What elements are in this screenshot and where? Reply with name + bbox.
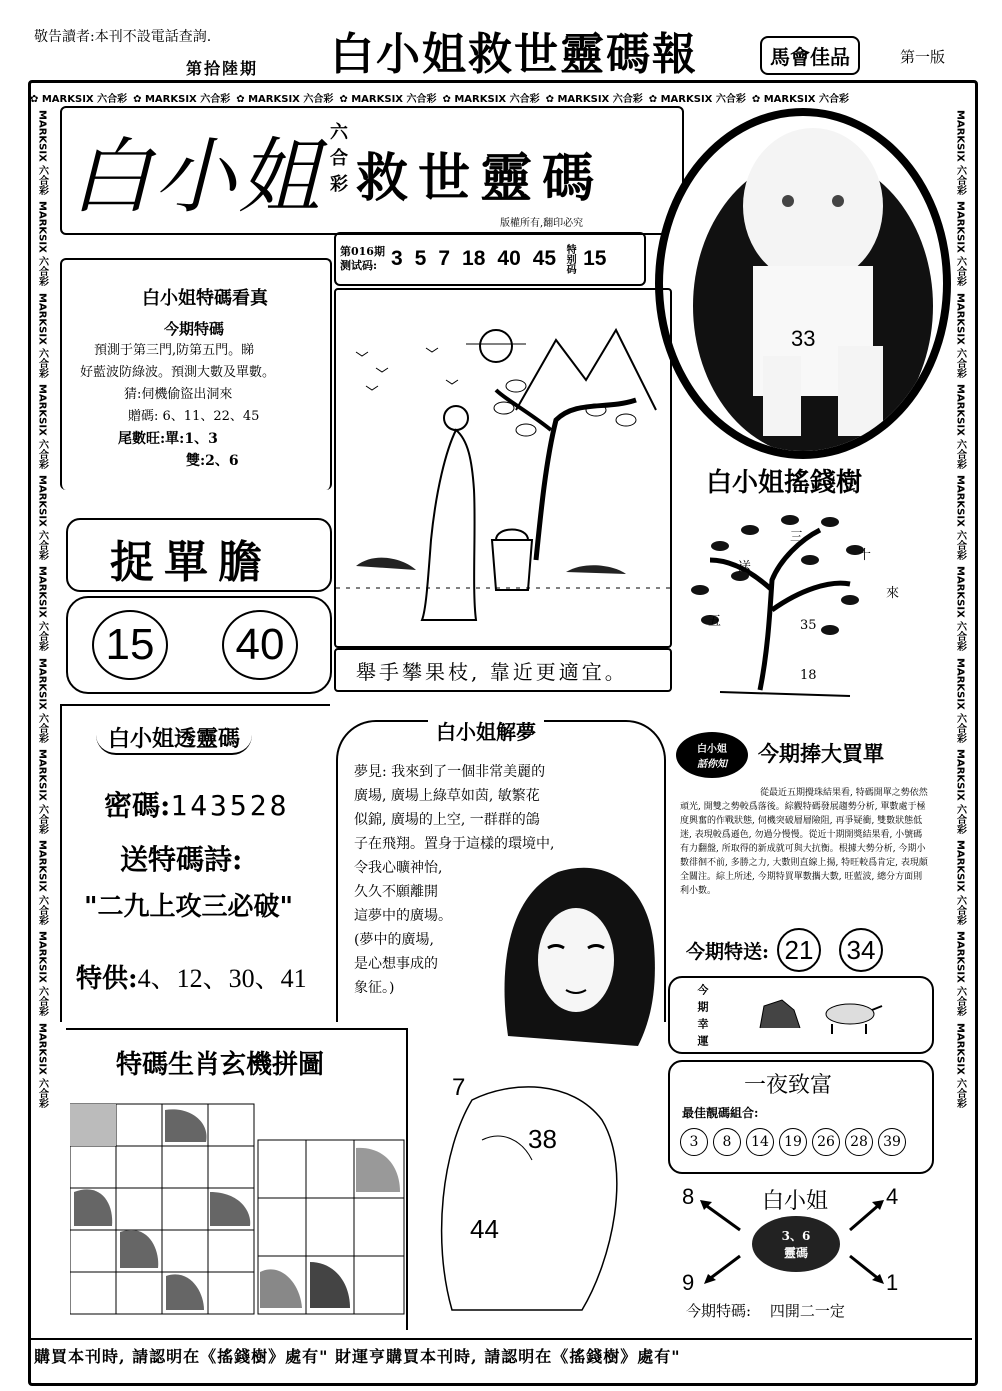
dream-line: 久久不願離開 (354, 884, 438, 900)
compass-center-numbers: 3、6 (781, 1229, 811, 1243)
painting-caption: 舉手攀果枝, 靠近更適宜。 (356, 660, 628, 684)
puzzle-title: 特碼生肖玄機拼圖 (116, 1050, 325, 1080)
banner-side-chars (330, 120, 348, 198)
brand-mark: ✿ MARKSIX 六合彩 (751, 93, 849, 105)
dream-line: (夢中的廣場, (354, 932, 434, 948)
brand-mark: MARKSIX 六合彩 (36, 566, 48, 652)
compass-corner: 4 (886, 1184, 899, 1209)
painting-frame (334, 288, 672, 648)
dream-title: 白小姐解夢 (428, 716, 544, 745)
special-supply-row (76, 958, 307, 995)
brand-mark: MARKSIX 六合彩 (36, 1022, 48, 1108)
rich-number: 14 (746, 1128, 774, 1156)
money-tree-drawing (680, 500, 870, 700)
secret-code: 143528 (170, 789, 290, 822)
gift-numbers: 6、11、22、45 (162, 409, 260, 424)
compass-special-value: 四開二一定 (769, 1302, 845, 1320)
brand-mark: ✿ MARKSIX 六合彩 (339, 93, 437, 105)
tree-label: 三 (790, 530, 804, 545)
rich-number: 26 (812, 1128, 840, 1156)
dream-line: 是心想事成的 (354, 956, 438, 972)
compass-title: 白小姐 (762, 1189, 829, 1214)
banner-slogan: 救世靈碼 (356, 149, 605, 209)
compass-special-row (686, 1300, 845, 1321)
brand-mark: MARKSIX 六合彩 (954, 475, 966, 561)
special-number: 15 (583, 247, 607, 270)
compass-corner: 9 (682, 1270, 695, 1295)
single-bet-number: 40 (222, 610, 298, 680)
brand-mark: ✿ MARKSIX 六合彩 (545, 93, 643, 105)
compass-corner: 8 (682, 1184, 695, 1209)
rich-number: 28 (845, 1128, 873, 1156)
test-number: 45 (532, 247, 557, 270)
issue-number: 第拾陸期 (186, 59, 259, 78)
brand-mark: ✿ MARKSIX 六合彩 (236, 93, 334, 105)
dream-line: 子在飛翔。置身于這樣的環境中, (354, 836, 555, 852)
tree-label: 五 (708, 614, 722, 629)
dream-line: 象征。) (354, 980, 395, 996)
page-label: 第一版 (900, 48, 946, 66)
tree-label: 18 (800, 668, 817, 683)
brand-mark: MARKSIX 六合彩 (36, 931, 48, 1017)
dream-line: 夢見: 我來到了一個非常美麗的 (354, 764, 546, 780)
brand-border-left (30, 110, 54, 1330)
special-code-subtitle: 今期特碼 (164, 320, 225, 338)
special-supply-numbers: 4、12、30、41 (137, 964, 307, 993)
test-number: 5 (414, 247, 427, 270)
tree-label: 送 (738, 560, 752, 575)
poem-text: "二九上攻三必破" (84, 892, 294, 922)
brand-mark: MARKSIX 六合彩 (36, 292, 48, 378)
side-char: 合 (330, 148, 348, 169)
brand-mark: MARKSIX 六合彩 (954, 201, 966, 287)
dream-line: 似錦, 廣場的上空, 一群群的鴿 (354, 812, 540, 828)
dream-line: 這夢中的廣場。 (354, 908, 452, 924)
compass-corner: 1 (886, 1270, 899, 1295)
fortune-label: 今期幸運 (696, 984, 709, 1052)
banner-name: 白小姐 (70, 130, 322, 225)
photo-number: 38 (528, 1124, 557, 1154)
brand-mark: ✿ MARKSIX 六合彩 (442, 93, 540, 105)
tree-label: 來 (886, 586, 900, 601)
brand-mark: MARKSIX 六合彩 (954, 383, 966, 470)
test-number: 3 (390, 247, 403, 270)
badge-bottom: 話你知 (697, 759, 727, 770)
brand-badge: 馬會佳品 (760, 36, 860, 75)
brand-mark: ✿ MARKSIX 六合彩 (648, 93, 746, 105)
rich-title: 一夜致富 (744, 1073, 833, 1098)
rich-number: 3 (680, 1128, 708, 1156)
tail-label: 尾數旺: (118, 431, 166, 447)
brand-mark: MARKSIX 六合彩 (954, 748, 966, 835)
brand-mark: MARKSIX 六合彩 (954, 657, 966, 743)
photo-number: 44 (470, 1214, 499, 1244)
gift-label: 贈碼: (128, 409, 159, 424)
portrait-image (663, 116, 943, 451)
special-supply-label: 特供: (76, 964, 138, 994)
rich-number: 19 (779, 1128, 807, 1156)
side-char: 彩 (330, 174, 348, 195)
tree-label: 十 (858, 548, 872, 563)
brand-mark: ✿ MARKSIX 六合彩 (30, 93, 128, 105)
test-draw-label: 测试码: (340, 259, 378, 272)
special-code-text (80, 340, 275, 472)
portrait-number: 33 (791, 326, 816, 351)
big-bet-gift-label: 今期特送: (686, 940, 770, 963)
special-code-line: 好藍波防綠波。預測大數及單數。 (80, 365, 276, 380)
money-tree-title: 白小姐搖錢樹 (706, 468, 863, 498)
puzzle-grid (70, 1102, 410, 1318)
brand-mark: MARKSIX 六合彩 (36, 383, 48, 470)
big-bet-gift-number: 34 (839, 928, 883, 972)
woman-photo (488, 856, 664, 1046)
dream-line: 令我心曠神怡, (354, 860, 443, 876)
big-bet-gift-row (686, 928, 883, 972)
compass-special-label: 今期特碼: (686, 1302, 752, 1320)
photo-figure (412, 1040, 662, 1320)
portrait-oval (655, 108, 951, 459)
copyright-notice: 版權所有,翻印必究 (500, 218, 584, 229)
single-bet-number: 15 (92, 610, 168, 680)
brand-mark: MARKSIX 六合彩 (954, 110, 966, 196)
big-bet-text: 從最近五期攪珠結果看, 特碼開單之勢依然頑光, 開雙之勢較爲落後。綜觀特碼發展趨勢分析, 單數處于極度興奮的作戰狀態, 伺機突破層層險阻, 再爭疑衝, 雙數狀態低迷, 表現較爲遜色, 勿過分慢慢。從近十期開獎結果看, 小號碼有力翻盤, 所取得的新成就可與大抗衡。根據大勢分析, 今期小數徘徊不前, 多勝之力, 大數則直線上揚, 特旺較爲肯定, 表現頗全關注。綜上所述, 今期特買單數攜大數, 旺藍波, 總分方面則利小數。 (680, 788, 928, 896)
badge-top: 白小姐 (697, 744, 727, 755)
tree-label: 35 (800, 618, 817, 633)
brand-mark: MARKSIX 六合彩 (36, 201, 48, 287)
spirit-code-title: 白小姐透靈碼 (96, 722, 252, 755)
brand-border-right (948, 110, 972, 1330)
brand-mark: MARKSIX 六合彩 (36, 657, 48, 743)
big-bet-gift-number: 21 (777, 928, 821, 972)
test-number: 18 (462, 247, 486, 270)
compass-arrows (680, 1180, 910, 1300)
single-bet-title: 捉單膽 (110, 537, 272, 588)
rich-number: 39 (878, 1128, 906, 1156)
brand-mark: MARKSIX 六合彩 (954, 292, 966, 378)
brand-mark: MARKSIX 六合彩 (36, 475, 48, 561)
tail-odd: 單:1、3 (165, 431, 218, 447)
reader-notice: 敬告讀者:本刊不設電話查詢. (34, 29, 212, 45)
secret-label: 密碼: (104, 789, 171, 822)
special-code-line: 猜:伺機偷盜出洞來 (124, 387, 233, 402)
rich-label: 最佳靚碼組合: (682, 1106, 759, 1120)
dream-line: 廣場, 廣場上綠草如茵, 敏繁花 (354, 788, 540, 804)
test-number: 7 (438, 247, 451, 270)
brand-mark: MARKSIX 六合彩 (36, 748, 48, 835)
side-char: 六 (330, 122, 348, 143)
brand-mark: MARKSIX 六合彩 (954, 840, 966, 926)
special-code-title: 白小姐特碼看真 (142, 288, 268, 309)
brand-mark: MARKSIX 六合彩 (954, 1022, 966, 1108)
compass-center-label: 靈碼 (783, 1246, 808, 1260)
rich-numbers (680, 1128, 906, 1156)
photo-number: 7 (452, 1074, 466, 1101)
special-code-line: 預測于第三門,防第五門。睇 (94, 343, 255, 358)
brand-border-top (30, 86, 970, 108)
test-draw-issue: 第016期 (340, 245, 385, 258)
animal-illustrations (754, 990, 884, 1036)
footer-text: 購買本刊時, 請認明在《搖錢樹》處有" 財運亨購買本刊時, 請認明在《搖錢樹》處有" (34, 1347, 681, 1366)
test-number: 40 (497, 247, 521, 270)
tail-even: 雙:2、6 (186, 453, 239, 469)
secret-code-row (104, 784, 290, 824)
brand-mark: ✿ MARKSIX 六合彩 (133, 93, 231, 105)
rich-number: 8 (713, 1128, 741, 1156)
test-draw-box (334, 232, 646, 286)
painting-illustration (336, 290, 670, 646)
brand-mark: MARKSIX 六合彩 (36, 840, 48, 926)
brand-mark: MARKSIX 六合彩 (954, 931, 966, 1017)
big-bet-title: 今期捧大買單 (758, 742, 884, 766)
poem-label: 送特碼詩: (120, 843, 243, 876)
big-bet-badge (676, 732, 748, 778)
special-label: 特别码 (564, 244, 576, 274)
masthead-title: 白小姐救世靈碼報 (330, 29, 698, 80)
brand-mark: MARKSIX 六合彩 (36, 110, 48, 196)
brand-mark: MARKSIX 六合彩 (954, 566, 966, 652)
